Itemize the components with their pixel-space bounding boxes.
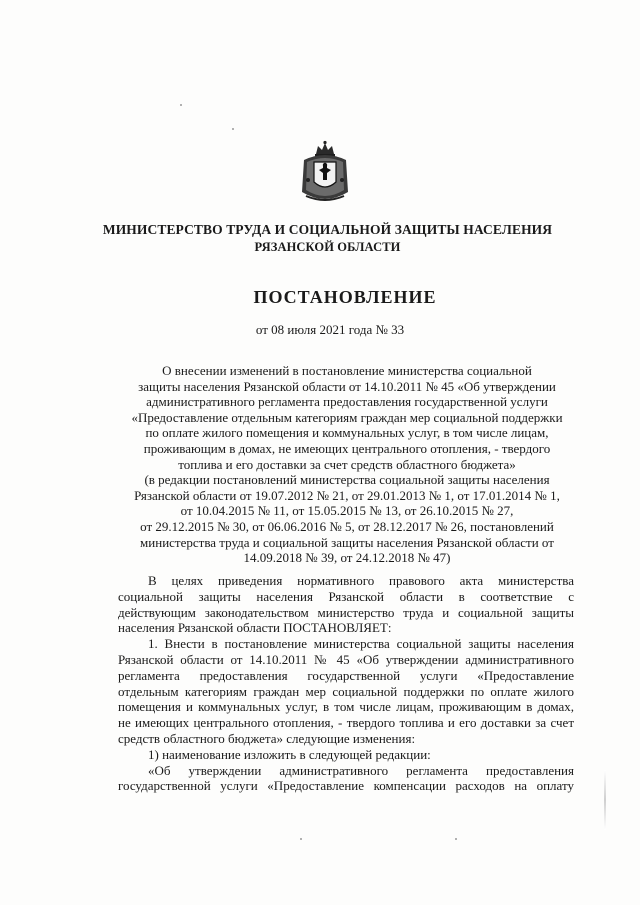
- body-line: социальной защиты населения Рязанской области в соответствие с: [118, 588, 574, 604]
- body-line: «Об утверждении административного регламента предоставления: [148, 762, 574, 778]
- scan-edge-mark: [604, 770, 606, 830]
- ministry-name-line1: МИНИСТЕРСТВО ТРУДА И СОЦИАЛЬНОЙ ЗАЩИТЫ НАСЕЛЕНИЯ: [102, 222, 553, 237]
- subject-line: министерства труда и социальной защиты населения Рязанской области от: [140, 534, 554, 550]
- ryazan-coat-of-arms-icon: [298, 140, 352, 206]
- subject-line: О внесении изменений в постановление министерства социальной: [162, 363, 532, 378]
- body-line: государственной услуги «Предоставление компенсации расходов на оплату: [118, 778, 574, 794]
- scan-speck: [180, 104, 182, 106]
- scan-speck: [232, 128, 234, 130]
- subject-line: от 10.04.2015 № 11, от 15.05.2015 № 13, от 26.10.2015 № 27,: [180, 503, 514, 519]
- subject-line: административного регламента предоставления государственной услуги: [146, 394, 548, 410]
- scan-speck: [455, 838, 457, 840]
- document-date-number: от 08 июля 2021 года № 33: [255, 322, 405, 337]
- body-line: действующим законодательством министерство труда и социальной защиты: [118, 604, 574, 620]
- body-line: средств областного бюджета» следующие изменения:: [118, 730, 416, 746]
- body-line: населения Рязанской области ПОСТАНОВЛЯЕТ:: [118, 620, 392, 636]
- ministry-name-line2: РЯЗАНСКОЙ ОБЛАСТИ: [254, 240, 401, 254]
- subject-line: защиты населения Рязанской области от 14.10.2011 № 45 «Об утверждении: [138, 378, 556, 394]
- subject-line: от 29.12.2015 № 30, от 06.06.2016 № 5, от 28.12.2017 № 26, постановлений: [140, 518, 554, 534]
- body-line: отдельным категориям граждан мер социальной поддержки по оплате жилого: [118, 683, 574, 699]
- scan-speck: [300, 838, 302, 840]
- document-body: [118, 573, 574, 794]
- body-line: помещения и коммунальных услуг, в том числе лицам, проживающим в домах,: [118, 699, 574, 715]
- subject-line: топлива и его доставки за счет средств областного бюджета»: [178, 456, 516, 472]
- body-line: регламента предоставления государственной услуги «Предоставление: [118, 667, 574, 683]
- body-line: В целях приведения нормативного правового акта министерства: [148, 573, 574, 588]
- body-line: 1) наименование изложить в следующей редакции:: [148, 746, 431, 762]
- subject-line: (в редакции постановлений министерства социальной защиты населения: [144, 472, 550, 488]
- subject-line: по оплате жилого помещения и коммунальных услуг, в том числе лицам,: [145, 425, 549, 441]
- document-type-title: ПОСТАНОВЛЕНИЕ: [253, 287, 437, 307]
- body-line: 1. Внести в постановление министерства социальной защиты населения: [148, 636, 574, 652]
- document-subject: [112, 363, 582, 566]
- body-line: Рязанской области от 14.10.2011 № 45 «Об утверждении административного: [118, 651, 574, 667]
- subject-line: проживающим в домах, не имеющих центрального отопления, - твердого: [143, 440, 551, 456]
- subject-line: 14.09.2018 № 39, от 24.12.2018 № 47): [243, 550, 451, 566]
- subject-line: Рязанской области от 19.07.2012 № 21, от 29.01.2013 № 1, от 17.01.2014 № 1,: [134, 487, 560, 503]
- body-line: не имеющих центрального отопления, - твердого топлива и его доставки за счет: [118, 715, 574, 731]
- subject-line: «Предоставление отдельным категориям граждан мер социальной поддержки: [131, 409, 563, 425]
